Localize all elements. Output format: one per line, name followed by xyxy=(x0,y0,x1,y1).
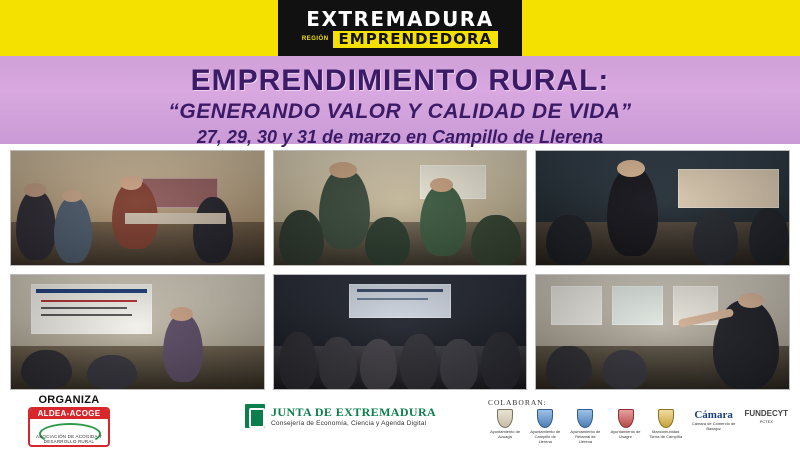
photo-6 xyxy=(535,274,790,390)
fundecyt-subtitle: PCTEX xyxy=(759,419,773,424)
brand-line-1-text: EXTREMADURA xyxy=(306,6,494,31)
aldea-acoge-logo xyxy=(28,407,110,447)
collaborator-logo xyxy=(608,409,642,439)
organiza-label: ORGANIZA xyxy=(38,394,100,406)
event-date-location: 27, 29, 30 y 31 de marzo en Campillo de Llerena xyxy=(196,127,604,147)
junta-de-extremadura-logo xyxy=(245,404,436,428)
camara-subtitle: Cámara de Comercio de Badajoz xyxy=(691,421,736,431)
aldea-acoge-subtitle: ASOCIACIÓN DE ACOGIDA Y DESARROLLO RURAL xyxy=(35,434,103,444)
brand-line-1 xyxy=(306,6,494,31)
photo-5 xyxy=(273,274,528,390)
photo-grid xyxy=(10,150,790,390)
top-brand-bar xyxy=(0,0,800,56)
photo-1 xyxy=(10,150,265,266)
coat-of-arms-icon xyxy=(618,409,634,428)
junta-name: JUNTA DE EXTREMADURA xyxy=(271,405,437,419)
organiza-block xyxy=(14,394,124,447)
aldea-acoge-name: ALDEA-ACOGE xyxy=(30,409,108,419)
brand-region-tag: REGIÓN xyxy=(301,36,329,42)
coat-of-arms-icon xyxy=(658,409,674,428)
collaborator-logo xyxy=(488,409,522,439)
collaborator-logo xyxy=(528,409,562,444)
collaborator-name: Ayuntamiento de Campillo de Llerena xyxy=(530,429,561,444)
colaboran-label: COLABORAN: xyxy=(488,398,547,407)
coat-of-arms-icon xyxy=(577,409,593,428)
junta-mark-icon xyxy=(245,404,265,428)
collaborator-name: Mancomunidad Tierra de Campiña xyxy=(649,429,683,439)
collaborator-name: Ayuntamiento de Retamal de Llerena xyxy=(570,429,601,444)
junta-department: Consejería de Economía, Ciencia y Agenda Digital xyxy=(271,420,427,427)
brand-sub-row xyxy=(302,31,498,48)
photo-3 xyxy=(535,150,790,266)
collaborator-logo xyxy=(568,409,602,444)
title-band xyxy=(0,56,800,147)
brand-line-2: EMPRENDEDORA xyxy=(333,31,499,48)
camara-logo xyxy=(689,409,739,431)
collaborator-name: Ayuntamiento de Azuaga xyxy=(490,429,521,439)
collaborator-name: Ayuntamiento de Usagre xyxy=(610,429,641,439)
extremadura-emprendedora-logo xyxy=(278,2,522,54)
fundecyt-name: FUNDECYT xyxy=(744,409,789,418)
collaborator-logos xyxy=(488,409,788,444)
footer xyxy=(0,392,800,450)
photo-2 xyxy=(273,150,528,266)
camara-name: Cámara xyxy=(694,409,733,421)
fundecyt-logo xyxy=(744,409,788,424)
page-title: EMPRENDIMIENTO RURAL: xyxy=(190,64,610,97)
coat-of-arms-icon xyxy=(497,409,513,428)
photo-4 xyxy=(10,274,265,390)
page-subtitle: “GENERANDO VALOR Y CALIDAD DE VIDA” xyxy=(168,100,632,123)
collaborator-logo xyxy=(649,409,683,439)
colaboran-block xyxy=(488,398,788,444)
coat-of-arms-icon xyxy=(537,409,553,428)
